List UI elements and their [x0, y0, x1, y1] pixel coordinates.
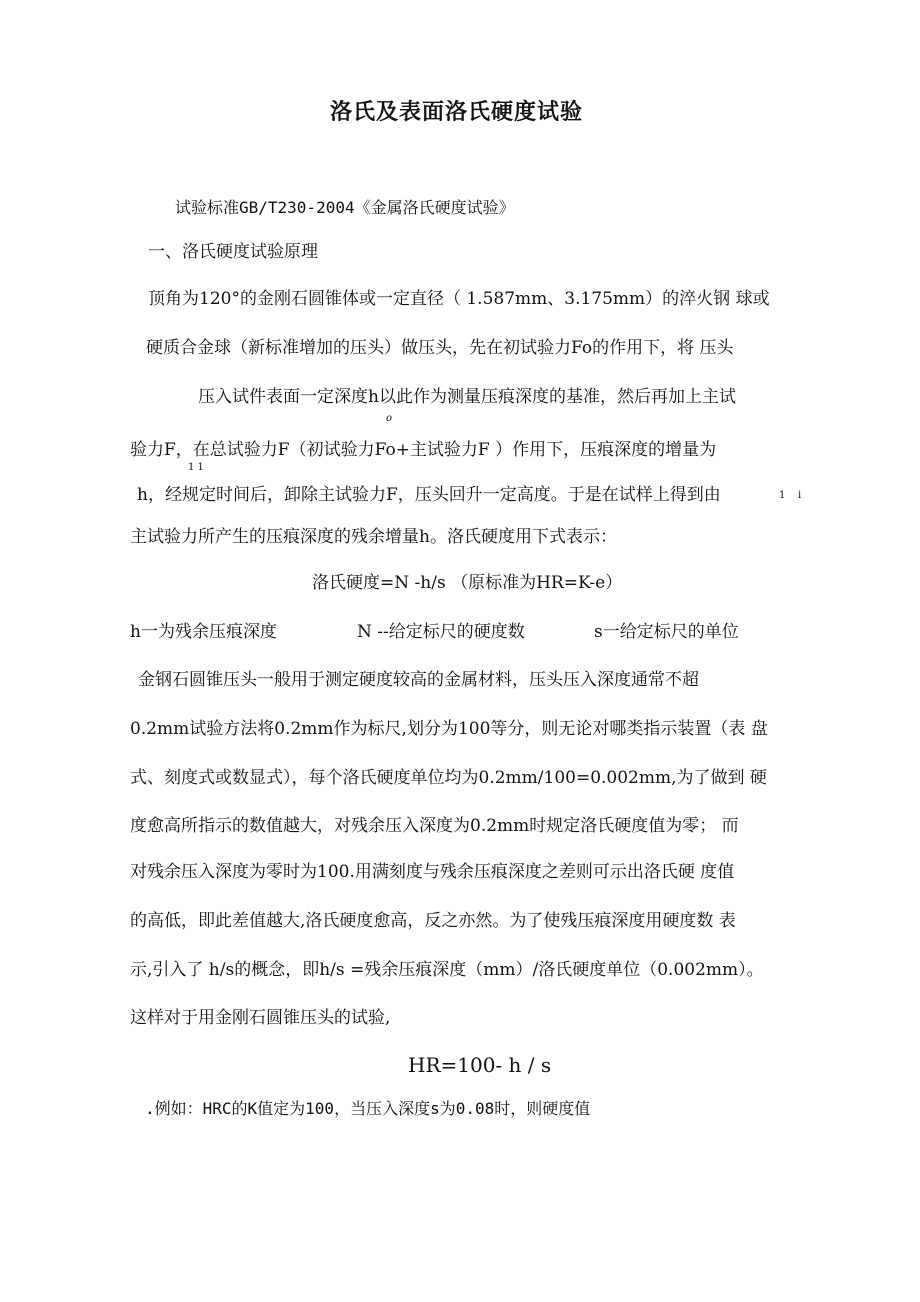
paragraph-line-4: 验力F，在总试验力F（初试验力Fo+主试验力F ）作用下，压痕深度的增量为 — [130, 440, 717, 460]
body-line-3: 式、刻度式或数显式），每个洛氏硬度单位均为0.2mm/100=0.002mm,为了做到 硬 — [130, 768, 767, 788]
paragraph-line-3: 压入试件表面一定深度h以此作为测量压痕深度的基准，然后再加上主试 — [198, 387, 736, 407]
definition-h: h一为残余压痕深度 — [130, 622, 277, 642]
body-line-5: 对残余压入深度为零时为100.用满刻度与残余压痕深度之差则可示出洛氏硬 度值 — [130, 862, 735, 882]
definition-s: s一给定标尺的单位 — [594, 622, 739, 642]
subscript-mark: 1 1 — [188, 462, 204, 473]
example-line: .例如：HRC的K值定为100，当压入深度s为0.08时，则硬度值 — [145, 1099, 591, 1118]
section-heading: 一、洛氏硬度试验原理 — [148, 242, 318, 262]
paragraph-line-6: 主试验力所产生的压痕深度的残余增量h。洛氏硬度用下式表示： — [130, 527, 617, 547]
formula-main: 洛氏硬度=N -h/s （原标准为HR=K-e） — [312, 573, 623, 593]
body-line-4: 度愈高所指示的数值越大，对残余压入深度为0.2mm时规定洛氏硬度值为零； 而 — [130, 816, 739, 836]
body-line-6: 的高低，即此差值越大,洛氏硬度愈高，反之亦然。为了使残压痕深度用硬度数 表 — [130, 911, 736, 931]
formula-hr: HR=100- h / s — [408, 1053, 552, 1077]
paragraph-line-5: h，经规定时间后，卸除主试验力F，压头回升一定高度。于是在试样上得到由 — [137, 485, 721, 505]
body-line-7: 示,引入了 h/s的概念，即h/s =残余压痕深度（mm）/洛氏硬度单位（0.002mm）。 — [130, 960, 764, 980]
body-line-2: 0.2mm试验方法将0.2mm作为标尺,划分为100等分，则无论对哪类指示装置（表 盘 — [130, 719, 768, 739]
body-line-8: 这样对于用金刚石圆锥压头的试验, — [130, 1008, 391, 1028]
stray-mark: i — [798, 490, 802, 501]
stray-mark: 1 — [779, 490, 786, 501]
paragraph-line-1: 顶角为120°的金刚石圆锥体或一定直径（ 1.587mm、3.175mm）的淬火钢 球或 — [148, 289, 770, 309]
subscript-mark: o — [386, 413, 393, 424]
paragraph-line-2: 硬质合金球（新标准增加的压头）做压头，先在初试验力Fo的作用下，将 压头 — [146, 338, 734, 358]
page-title: 洛氏及表面洛氏硬度试验 — [330, 99, 584, 125]
standard-line: 试验标准GB/T230-2004《金属洛氏硬度试验》 — [175, 198, 515, 217]
body-line-1: 金钢石圆锥压头一般用于测定硬度较高的金属材料，压头压入深度通常不超 — [138, 670, 699, 690]
definition-n: N --给定标尺的硬度数 — [357, 622, 525, 642]
